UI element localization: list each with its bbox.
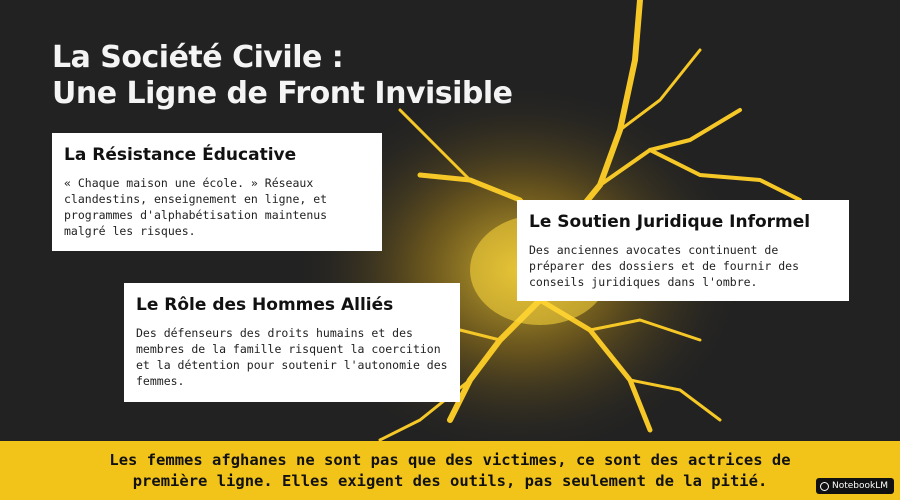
card-body: Des défenseurs des droits humains et des membres de la famille risquent la coercition et la détention pour soutenir l'autonomie des femmes. [136, 326, 448, 388]
badge-label: NotebookLM [831, 481, 888, 491]
page-title [52, 40, 513, 112]
title-line-2: Une Ligne de Front Invisible [52, 76, 513, 111]
footer-banner [0, 441, 900, 500]
card-body: Des anciennes avocates continuent de préparer des dossiers et de fournir des conseils juridiques dans l'ombre. [529, 243, 800, 289]
card-body: « Chaque maison une école. » Réseaux clandestins, enseignement en ligne, et programmes d'alphabétisation maintenus malgré les risques. [64, 176, 328, 238]
footer-line-2: première ligne. Elles exigent des outils, pas seulement de la pitié. [132, 472, 768, 490]
card-informal-legal-support [517, 200, 849, 301]
notebooklm-logo-icon [820, 482, 829, 491]
card-heading: Le Rôle des Hommes Alliés [136, 295, 394, 315]
card-heading: Le Soutien Juridique Informel [529, 212, 811, 232]
footer-line-1: Les femmes afghanes ne sont pas que des victimes, ce sont des actrices de [109, 451, 791, 469]
card-heading: La Résistance Éducative [64, 145, 297, 165]
notebooklm-badge [816, 478, 894, 494]
card-educational-resistance [52, 133, 382, 251]
title-line-1: La Société Civile : [52, 40, 344, 75]
card-allied-men-role [124, 283, 460, 402]
